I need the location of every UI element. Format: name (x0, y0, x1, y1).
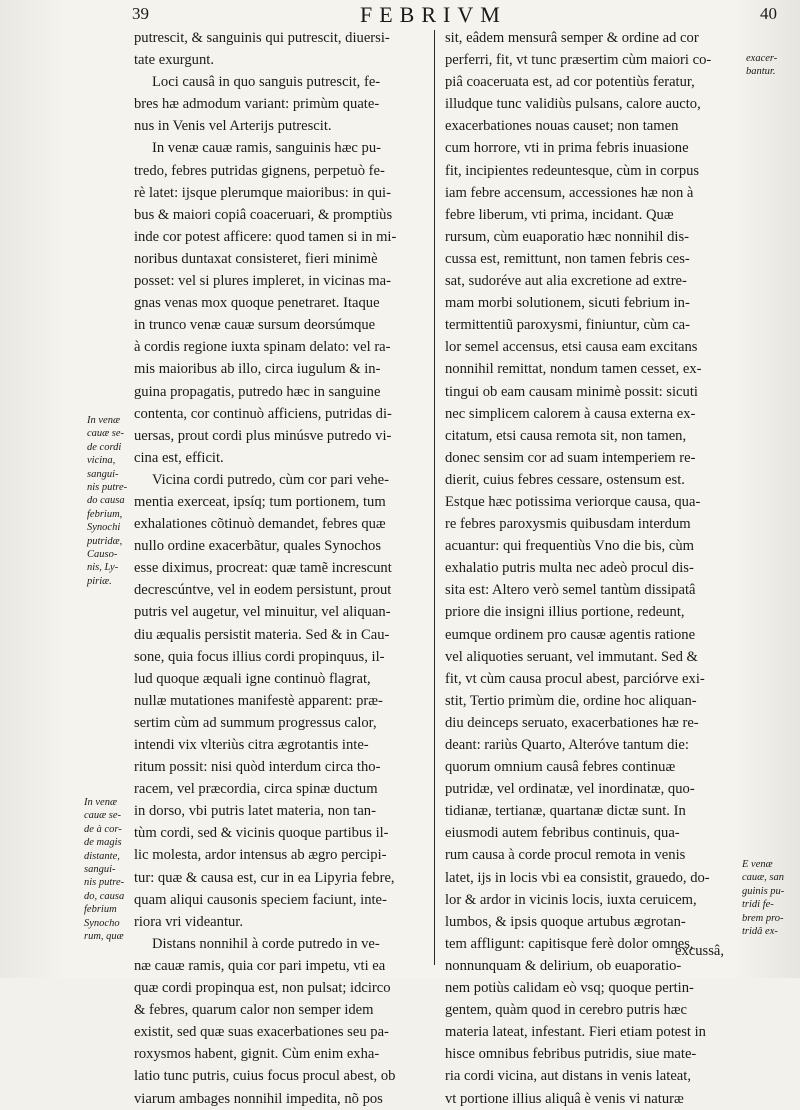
text-line: tate exurgunt. (134, 52, 214, 69)
text-line: hisce omnibus febribus putridis, siue mate- (445, 1046, 697, 1063)
margin-note-line: febrium (84, 904, 117, 916)
text-line: noribus duntaxat consisteret, fieri minimè (134, 250, 378, 267)
text-line: riora vri videantur. (134, 913, 244, 930)
text-line: sone, quia focus illius cordi propinquus, il- (134, 648, 385, 665)
margin-note-line: febrium, (87, 508, 123, 520)
text-line: rum causa à corde procul remota in venis (445, 847, 686, 864)
text-line: fit, vt cùm causa procul abest, parciórve exi- (445, 670, 705, 687)
text-line: Vicina cordi putredo, cùm cor pari vehe- (152, 471, 389, 488)
text-line: eiusmodi autem febribus continuis, qua- (445, 825, 680, 842)
margin-note-line: brem pro- (742, 912, 784, 924)
text-line: nec simplicem calorem à causa externa ex- (445, 405, 696, 422)
text-line: tredo, febres putridas gignens, perpetuò fe- (134, 162, 385, 179)
text-line: nonnunquam & delirium, ob euaporatio- (445, 957, 682, 974)
text-line: cina est, efficit. (134, 449, 224, 466)
text-line: cum horrore, vti in prima febris inuasione (445, 140, 689, 157)
text-line: nonnihil remittat, nondum tamen cesset, ex- (445, 361, 702, 378)
text-line: rè latet: ijsque plerumque maioribus: in qui- (134, 184, 391, 201)
text-line: citatum, etsi causa remota sit, non tamen, (445, 427, 687, 444)
text-line: termittentiũ paroxysmi, finiuntur, cùm ca- (445, 317, 691, 334)
text-line: Distans nonnihil à corde putredo in ve- (152, 935, 380, 952)
text-line: putrescit, & sanguinis qui putrescit, diuersi- (134, 30, 390, 46)
text-line: decrescúntve, vel in eodem persistunt, prout (134, 582, 392, 599)
margin-note-line: Causo- (87, 549, 118, 561)
text-line: quæ cordi propinqua est, non pulsat; idcirco (134, 980, 391, 997)
text-line: uersas, prout cordi plus minúsve putredo vi- (134, 427, 392, 444)
margin-note-line: cauæ, san (742, 872, 784, 884)
page-number-left: 39 (132, 4, 149, 23)
margin-note-line: de cordi (87, 441, 122, 453)
margin-note-left-bottom (84, 796, 124, 943)
text-line: lumbos, & ipsis quoque artubus ægrotan- (445, 913, 686, 930)
text-line: tidianæ, tertianæ, quartanæ dictæ sunt. In (445, 803, 686, 820)
text-line: mam morbi solutionem, sicuti febrium in- (445, 295, 690, 312)
margin-note-line: Synocho (84, 917, 120, 929)
margin-note-line: do causa (87, 495, 125, 507)
text-line: tem affligunt: capitisque ferè dolor omnes, (445, 935, 694, 952)
margin-note-line: putridæ, (87, 535, 123, 547)
text-line: sit, eâdem mensurâ semper & ordine ad cor (445, 30, 699, 46)
text-line: putris vel augetur, vel minuitur, vel aliquan- (134, 604, 391, 621)
text-line: nullo ordine exacerbãtur, quales Synochos (134, 538, 382, 555)
text-line: in trunco venæ cauæ sursum deorsúmque (134, 317, 376, 334)
text-line: illudque tunc validiùs pulsans, calore aucto, (445, 96, 701, 113)
margin-note-line: sangui- (87, 468, 119, 480)
text-line: inde cor potest afficere: quod tamen si in mi- (134, 228, 397, 245)
text-line: materia lateat, infestant. Fieri etiam potest in (445, 1024, 706, 1041)
text-line: & febres, quarum calor non semper idem (134, 1002, 374, 1019)
text-line: deant: rariùs Quarto, Alteróve tantum die: (445, 737, 689, 753)
text-line: ritum possit: nisi quòd interdum circa tho- (134, 759, 381, 776)
margin-note-line: nis, Ly- (87, 562, 119, 574)
text-line: tur: quæ & causa est, cur in ea Lipyria febre, (134, 869, 395, 886)
margin-note-line: nis putre- (84, 877, 125, 889)
text-line: sita est: Altero verò semel tantùm dissipatâ (445, 582, 696, 599)
text-line: dierit, cuius febres cessare, ostensum est. (445, 471, 685, 488)
text-line: exhalatio putris multa nec adeò procul dis- (445, 560, 694, 577)
text-line: in dorso, vbi putris latet materia, non tan- (134, 803, 376, 820)
text-line: mis maioribus ab illo, circa iugulum & in- (134, 361, 381, 378)
text-line: exacerbationes nouas causet; non tamen (445, 118, 679, 135)
text-line: Estque hæc potissima veriorque causa, qua- (445, 493, 701, 510)
margin-note-line: vicina, (87, 455, 116, 467)
margin-note-line: exacer- (746, 53, 778, 64)
text-line: gnas venas mox quoque penetraret. Itaque (134, 295, 380, 312)
left-column-text (134, 27, 424, 1110)
catchword: excussâ, (675, 943, 725, 959)
text-line: gentem, quàm quod in cerebro putris hæc (445, 1002, 687, 1019)
text-line: roxysmos habent, gignit. Cùm enim exha- (134, 1046, 380, 1063)
margin-note-line: cauæ se- (84, 810, 122, 822)
text-line: Loci causâ in quo sanguis putrescit, fe- (152, 74, 381, 91)
text-line: In venæ cauæ ramis, sanguinis hæc pu- (152, 140, 382, 157)
margin-note-line: cauæ se- (87, 428, 125, 440)
text-line: perferri, fit, vt tunc præsertim cùm maiori co- (445, 52, 712, 69)
margin-note-line: de magis (84, 837, 122, 849)
text-line: nem potiùs calidam eò vsq; quoque pertin- (445, 980, 694, 997)
text-line: diu æqualis persistit materia. Sed & in Cau- (134, 626, 390, 643)
margin-note-line: piriæ. (87, 575, 112, 587)
text-line: fit, incipientes redeuntesque, cùm in corpus (445, 162, 700, 179)
text-line: vel aliquoties seruant, vel immutant. Sed & (445, 648, 698, 665)
text-line: stit, Tertio primùm die, ordine hoc aliquan- (445, 692, 697, 709)
text-line: racem, vel præcordia, circa spinæ ductum (134, 781, 378, 798)
text-line: febre liberum, vti prima, incidant. Quæ (445, 206, 674, 223)
margin-note-line: E venæ (742, 859, 773, 870)
column-divider (434, 30, 435, 965)
margin-note-right-top (746, 52, 777, 79)
text-line: nullæ mutationes manifestè apparent: præ- (134, 692, 383, 709)
text-line: re febres paroxysmis quibusdam interdum (445, 516, 691, 533)
text-line: diu deinceps seruato, exacerbationes hæ re- (445, 714, 699, 731)
text-line: tingui ob eam causam minimè possit: sicuti (445, 383, 698, 400)
margin-note-line: rum, quæ (84, 931, 124, 943)
text-line: existit, sed quæ suas exacerbationes seu pa- (134, 1024, 389, 1041)
text-line: intendi vix vlteriùs citra ægrotantis inte- (134, 737, 369, 753)
text-line: iam febre accensum, accessiones hæ non à (445, 184, 694, 201)
text-line: donec sensim cor ad suam intemperiem re- (445, 449, 696, 466)
text-line: lor & ardor in vicinis locis, iuxta ceruicem, (445, 891, 697, 908)
margin-note-line: In venæ (84, 797, 117, 808)
text-line: bres hæ admodum variant: primùm quate- (134, 96, 380, 113)
text-line: quorum omnium causâ febres continuæ (445, 759, 676, 776)
text-line: contenta, cor continuò afficiens, putridas di- (134, 405, 392, 422)
margin-note-left-top (87, 414, 127, 588)
page-number-right: 40 (760, 4, 777, 23)
margin-note-line: de à cor- (84, 823, 122, 835)
text-line: ria cordi vicina, aut distans in venis lateat, (445, 1068, 691, 1085)
margin-note-line: distante, (84, 850, 120, 862)
text-line: guina propagatis, putredo hæc in sanguine (134, 383, 381, 400)
text-line: esse diximus, procreat: quæ tamẽ increscunt (134, 560, 392, 577)
text-line: lic molesta, ardor intensus ab ægro percipi- (134, 847, 387, 864)
text-line: lud quoque æquali igne continuò flagrat, (134, 670, 371, 687)
text-line: sertim cùm ad summum progressus calor, (134, 714, 377, 731)
text-line: bus & maiori copiâ coaceruari, & promptiùs (134, 206, 393, 223)
text-line: lor semel accensus, etsi causa eam excitans (445, 339, 698, 356)
running-title: FEBRIVM (360, 2, 507, 27)
margin-note-line: sangui- (84, 864, 116, 876)
text-line: quam aliqui causonis speciem faciunt, inte- (134, 891, 387, 908)
text-line: posset: vel si plures impleret, in vicinas ma- (134, 273, 391, 290)
margin-note-line: guinis pu- (742, 885, 785, 897)
text-line: piâ coaceruata est, ad cor potentiùs feratur, (445, 74, 695, 91)
text-line: eumque ordinem pro causæ agentis ratione (445, 626, 696, 643)
text-line: nus in Venis vel Arterijs putrescit. (134, 118, 332, 135)
margin-note-line: do, causa (84, 890, 125, 902)
text-line: latio tunc putris, cuius focus procul abest, ob (134, 1068, 396, 1085)
text-line: næ cauæ ramis, quia cor pari impetu, vti ea (134, 957, 386, 974)
text-line: vt portione illius aliquâ è venis vi naturæ (445, 1090, 684, 1107)
margin-note-line: Synochi (87, 522, 121, 534)
margin-note-line: tridi fe- (742, 899, 774, 911)
text-line: sat, sudoréve aut alia excretione ad extre- (445, 273, 687, 290)
text-line: exhalationes cõtinuò demandet, febres quæ (134, 516, 386, 533)
text-line: rursum, cùm euaporatio hæc nonnihil dis- (445, 228, 689, 245)
text-line: priore die insigni illius portione, redeunt, (445, 604, 685, 621)
text-line: viarum ambages nonnihil impedita, nõ pos (134, 1090, 383, 1107)
text-line: mentia exerceat, ipsíq; tum portionem, tum (134, 493, 386, 510)
margin-note-line: tridâ ex- (742, 926, 778, 938)
text-line: tùm cordi, sed & vicinis quoque partibus il- (134, 825, 389, 842)
text-line: latet, ijs in locis vbi ea consistit, grauedo, do- (445, 869, 710, 886)
margin-note-line: nis putre- (87, 482, 128, 494)
margin-note-line: bantur. (746, 66, 776, 78)
text-line: à cordis regione iuxta spinam delato: vel ra- (134, 339, 391, 356)
margin-note-right-bottom (742, 858, 784, 938)
text-line: putridæ, vel ordinatæ, vel inordinatæ, quo- (445, 781, 695, 798)
text-line: acuantur: qui frequentiùs Vno die bis, cùm (445, 538, 694, 555)
text-line: cussa est, remittunt, non tamen febris ces- (445, 250, 690, 267)
margin-note-line: In venæ (87, 415, 120, 426)
